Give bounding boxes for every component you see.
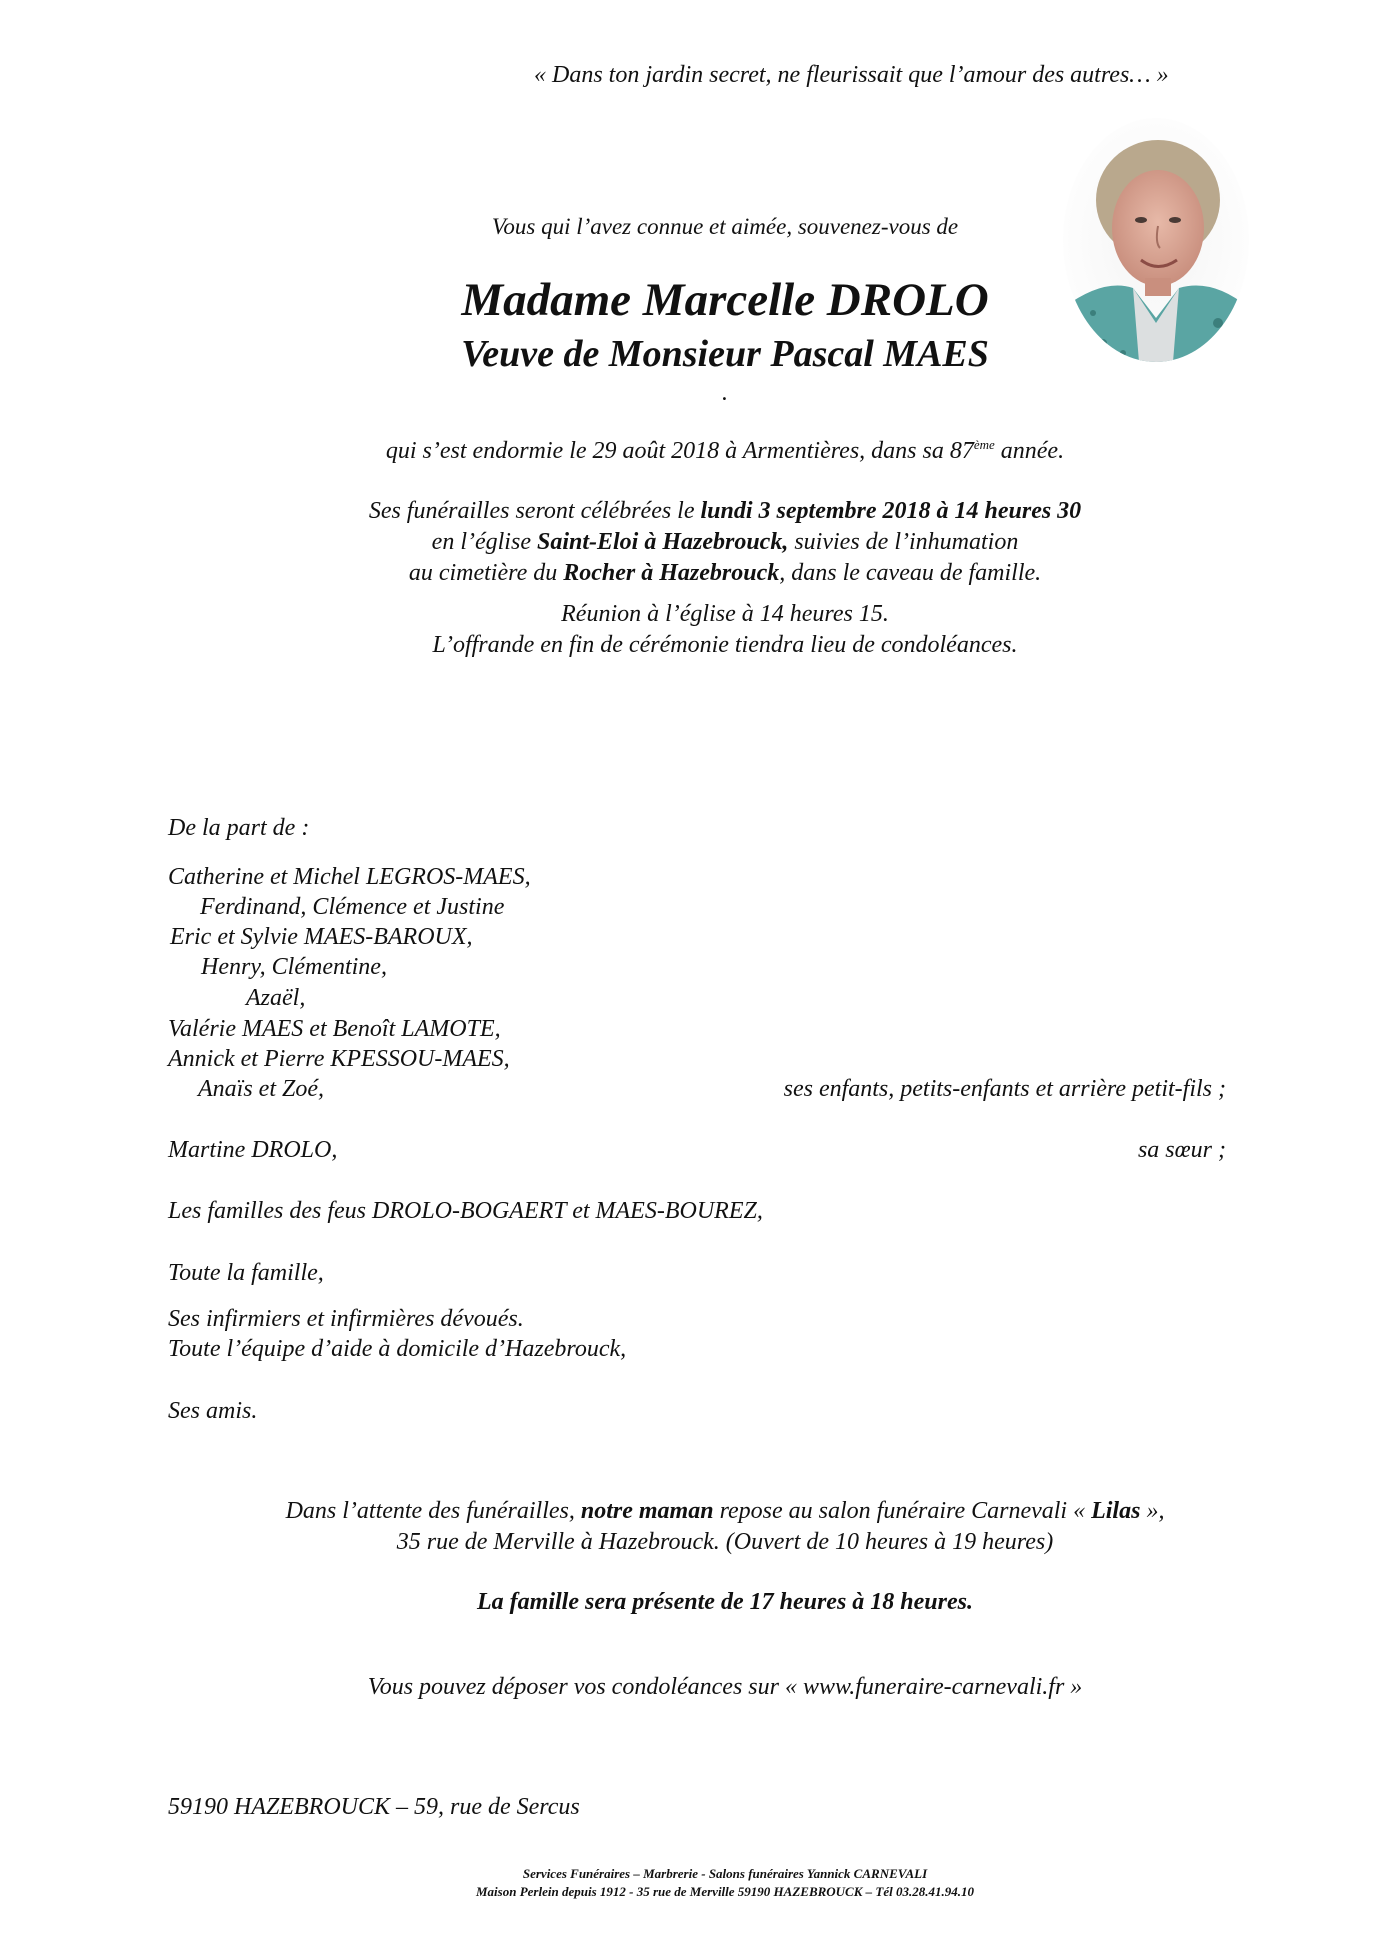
funeral-church: Saint-Eloi à Hazebrouck, (536, 529, 789, 555)
family-line: Eric et Sylvie MAES-BAROUX, (170, 924, 473, 950)
intro-line: Vous qui l’avez connue et aimée, souvenez-vous de (491, 214, 959, 239)
death-ordinal-sup: ème (973, 437, 995, 452)
funeral-l2-text-a: en l’église (431, 529, 537, 555)
rest-salon-name: Lilas (1091, 1498, 1141, 1524)
family-line: Valérie MAES et Benoît LAMOTE, (168, 1016, 501, 1042)
children-relation: ses enfants, petits-enfants et arrière petit-fils ; (783, 1076, 1226, 1102)
funeral-l3-text-a: au cimetière du (408, 560, 564, 586)
funeral-offering: L’offrande en fin de cérémonie tiendra lieu de condoléances. (432, 632, 1018, 658)
rest-text-c: repose au salon funéraire Carnevali « (713, 1498, 1092, 1524)
sister-relation: sa sœur ; (1137, 1137, 1226, 1163)
death-notice (0, 437, 1378, 465)
presence-line: La famille sera présente de 17 heures à 18 heures. (477, 1589, 973, 1615)
funeral-meeting: Réunion à l’église à 14 heures 15. (561, 601, 889, 627)
condolences-line: Vous pouvez déposer vos condoléances sur « www.funeraire-carnevali.fr » (367, 1674, 1083, 1700)
funeral-date: lundi 3 septembre 2018 à 14 heures 30 (700, 498, 1082, 524)
rest-line-2: 35 rue de Merville à Hazebrouck. (Ouvert de 10 heures à 19 heures) (396, 1529, 1054, 1555)
rest-text-e: », (1140, 1498, 1165, 1524)
nurses-line: Ses infirmiers et infirmières dévoués. (168, 1306, 524, 1332)
from-label: De la part de : (168, 815, 310, 841)
home-team-line: Toute l’équipe d’aide à domicile d’Hazebrouck, (168, 1336, 627, 1362)
funeral-l1-text: Ses funérailles seront célébrées le (368, 498, 701, 524)
funeral-line-1 (0, 496, 1378, 527)
death-text-before: qui s’est endormie le 29 août 2018 à Armentières, dans sa 87 (385, 438, 974, 464)
footer-line-1: Services Funéraires – Marbrerie - Salons funéraires Yannick CARNEVALI (522, 1866, 928, 1881)
widow-line: Veuve de Monsieur Pascal MAES (461, 333, 989, 375)
rest-text-a: Dans l’attente des funérailles, (285, 1498, 581, 1524)
funeral-cemetery: Rocher à Hazebrouck (563, 560, 780, 586)
family-line: Annick et Pierre KPESSOU-MAES, (168, 1046, 510, 1072)
family-line: Azaël, (246, 985, 306, 1011)
death-text-after: année. (994, 438, 1065, 464)
family-line: Henry, Clémentine, (201, 954, 387, 980)
funeral-line-3 (0, 558, 1378, 589)
funeral-l3-text-c: , dans le caveau de famille. (779, 560, 1042, 586)
funeral-line-2 (0, 527, 1378, 558)
rest-notre-maman: notre maman (580, 1498, 714, 1524)
deceased-name: Madame Marcelle DROLO (461, 274, 989, 326)
epigraph-quote: « Dans ton jardin secret, ne fleurissait que l’amour des autres… » (534, 62, 1169, 88)
late-families: Les familles des feus DROLO-BOGAERT et MAES-BOUREZ, (168, 1198, 763, 1224)
funeral-l2-text-c: suivies de l’inhumation (788, 529, 1019, 555)
footer-line-2: Maison Perlein depuis 1912 - 35 rue de Merville 59190 HAZEBROUCK – Tél 03.28.41.94.10 (476, 1884, 974, 1899)
separator-dot: . (722, 380, 728, 406)
whole-family: Toute la famille, (168, 1260, 324, 1286)
address-line: 59190 HAZEBROUCK – 59, rue de Sercus (168, 1794, 580, 1820)
family-line: Anaïs et Zoé, (198, 1076, 324, 1102)
rest-line-1 (0, 1496, 1378, 1527)
family-line: Ferdinand, Clémence et Justine (200, 894, 505, 920)
family-line: Catherine et Michel LEGROS-MAES, (168, 864, 531, 890)
sister-name: Martine DROLO, (168, 1137, 338, 1163)
friends-line: Ses amis. (168, 1398, 258, 1424)
